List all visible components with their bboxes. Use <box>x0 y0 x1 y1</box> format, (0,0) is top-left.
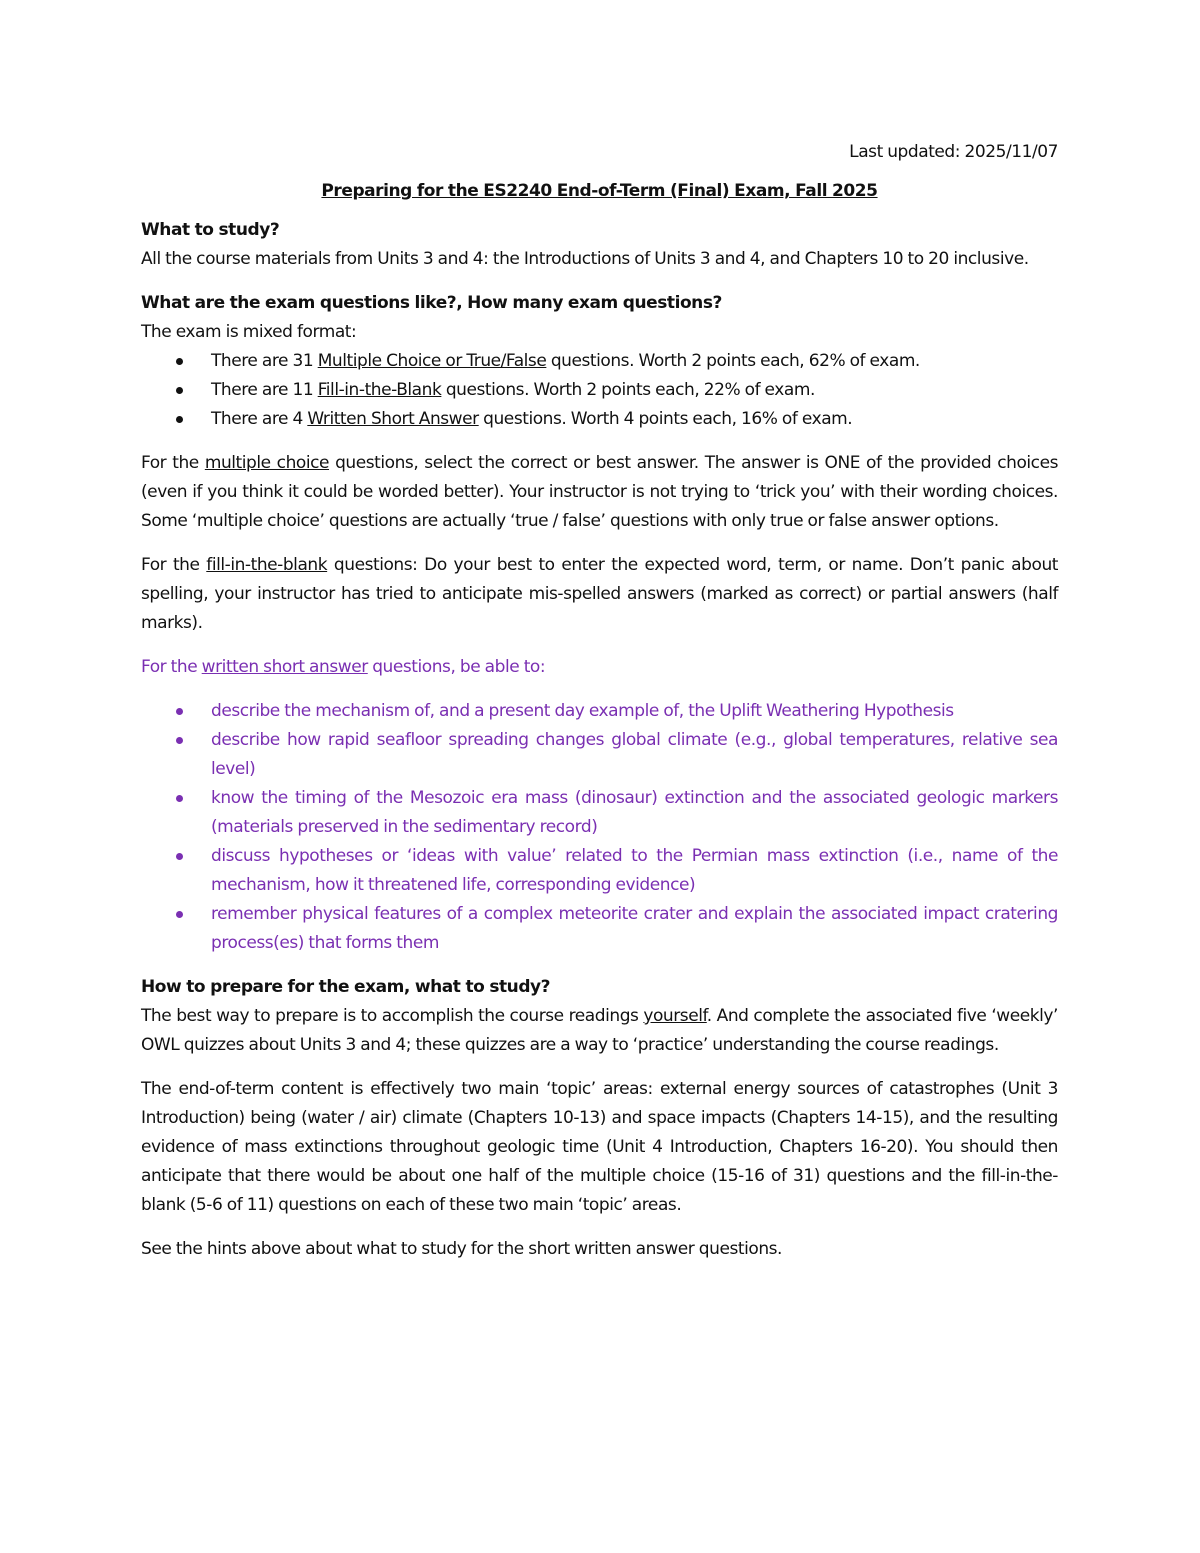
how-to-prepare-heading: How to prepare for the exam, what to study? <box>141 977 551 997</box>
item-text: questions. Worth 2 points each, 22% of exam. <box>441 380 815 400</box>
what-to-study-heading: What to study? <box>141 220 280 240</box>
paragraph-text: For the <box>141 453 205 473</box>
hints-paragraph: See the hints above about what to study for the short written answer questions. <box>141 1239 783 1259</box>
bullet-icon <box>176 416 183 423</box>
underlined-term: multiple choice <box>204 453 330 473</box>
item-text: There are 11 <box>211 380 318 400</box>
paragraph-text: For the <box>141 657 202 677</box>
document-page <box>141 138 1058 1279</box>
bullet-icon <box>176 737 183 744</box>
underlined-term: Multiple Choice or True/False <box>317 351 547 371</box>
exam-format-list <box>141 347 1058 434</box>
item-text: discuss hypotheses or ‘ideas with value’ related to the Permian mass extinction (i.e., name of the mechanism, how it threatened life, corresponding evidence) <box>211 846 1058 895</box>
list-item <box>141 784 1058 842</box>
underlined-term: fill-in-the-blank <box>206 555 328 575</box>
item-text: questions. Worth 2 points each, 62% of exam. <box>546 351 920 371</box>
underlined-term: Fill-in-the-Blank <box>317 380 442 400</box>
item-text: questions. Worth 4 points each, 16% of exam. <box>478 409 853 429</box>
item-text: describe how rapid seafloor spreading changes global climate (e.g., global temperatures, relative sea level) <box>211 730 1058 779</box>
underlined-term: yourself <box>643 1006 707 1026</box>
bullet-icon <box>176 387 183 394</box>
paragraph-text: questions, select the correct or best answer. The answer is ONE of the provided choices (even if you think it could be worded better). Your instructor is not trying to ‘trick you’ with their wording choices. Some ‘multiple choice’ questions are actually ‘true / false’ questions with only true or false answer options. <box>141 453 1058 531</box>
multiple-choice-paragraph <box>141 449 1058 536</box>
short-answer-topics-list <box>141 697 1058 958</box>
paragraph-text: questions, be able to: <box>367 657 546 677</box>
list-item <box>141 900 1058 958</box>
paragraph-text: . And complete the associated five ‘weekly’ OWL quizzes about Units 3 and 4; these quizzes are a way to ‘practice’ understanding the course readings. <box>141 1006 1058 1055</box>
item-text: remember physical features of a complex meteorite crater and explain the associated impact cratering process(es) that forms them <box>211 904 1058 953</box>
what-to-study-body: All the course materials from Units 3 and 4: the Introductions of Units 3 and 4, and Chapters 10 to 20 inclusive. <box>141 249 1029 269</box>
paragraph-text: The best way to prepare is to accomplish the course readings <box>141 1006 644 1026</box>
list-item <box>141 405 1058 434</box>
bullet-icon <box>176 795 183 802</box>
bullet-icon <box>176 853 183 860</box>
item-text: describe the mechanism of, and a present day example of, the Uplift Weathering Hypothesis <box>211 701 954 721</box>
list-item <box>141 697 1058 726</box>
bullet-icon <box>176 358 183 365</box>
document-title: Preparing for the ES2240 End-of-Term (Final) Exam, Fall 2025 <box>321 181 878 201</box>
item-text: There are 4 <box>211 409 308 429</box>
paragraph-text: For the <box>141 555 207 575</box>
exam-questions-heading: What are the exam questions like?, How many exam questions? <box>141 293 722 313</box>
list-item <box>141 726 1058 784</box>
paragraph-text: questions: Do your best to enter the expected word, term, or name. Don’t panic about spelling, your instructor has tried to anticipate mis-spelled answers (marked as correct) or partial answers (half marks). <box>141 555 1058 633</box>
bullet-icon <box>176 911 183 918</box>
item-text: There are 31 <box>211 351 318 371</box>
exam-format-intro: The exam is mixed format: <box>141 322 357 342</box>
underlined-term: written short answer <box>201 657 368 677</box>
item-text: know the timing of the Mesozoic era mass (dinosaur) extinction and the associated geologic markers (materials preserved in the sedimentary record) <box>211 788 1058 837</box>
list-item <box>141 376 1058 405</box>
last-updated: Last updated: 2025/11/07 <box>849 142 1058 162</box>
bullet-icon <box>176 708 183 715</box>
content-areas-paragraph: The end-of-term content is effectively two main ‘topic’ areas: external energy sources of catastrophes (Unit 3 Introduction) being (water / air) climate (Chapters 10-13) and space impacts (Chapters 14-15), and the resulting evidence of mass extinctions throughout geologic time (Unit 4 Introduction, Chapters 16-20). You should then anticipate that there would be about one half of the multiple choice (15-16 of 31) questions and the fill-in-the-blank (5-6 of 11) questions on each of these two main ‘topic’ areas. <box>141 1079 1058 1215</box>
underlined-term: Written Short Answer <box>307 409 479 429</box>
how-to-prepare-body <box>141 1002 1058 1060</box>
list-item <box>141 347 1058 376</box>
short-answer-intro <box>141 653 1058 682</box>
list-item <box>141 842 1058 900</box>
fill-blank-paragraph <box>141 551 1058 638</box>
